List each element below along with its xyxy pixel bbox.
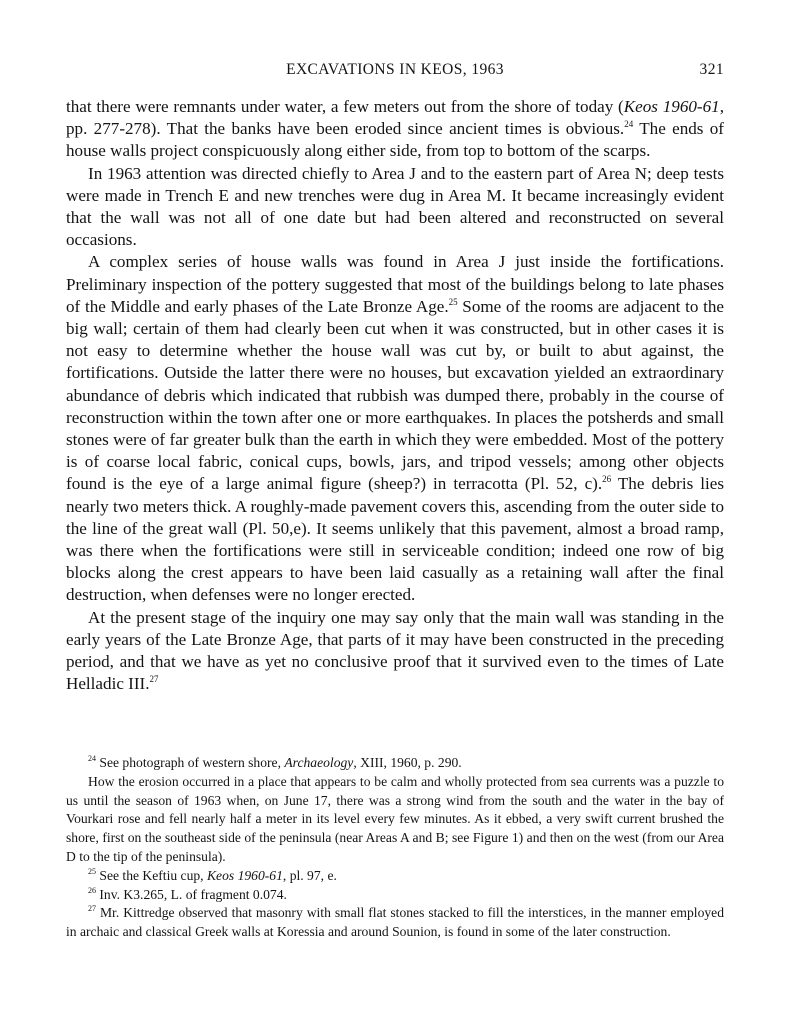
running-header <box>66 61 724 81</box>
footnote-ref-26[interactable]: 26 <box>602 474 612 485</box>
footnote-25: $^{25}$ See the Keftiu cup, Keos 1960-61, pl. 97, e. <box>88 866 337 883</box>
paragraph-4: At the present stage of the inquiry one may say only that the main wall was standing in the early years of the Late Bronze Age, that parts of it may have been constructed in the preceding period, and that we have as yet no conclusive proof that it survived even to the times of Late Helladic III.$^{27}$ <box>66 607 724 694</box>
footnote-ref-27[interactable]: 27 <box>149 674 159 685</box>
footnote-ref-25[interactable]: 25 <box>448 296 458 307</box>
footnote-ref-24[interactable]: 24 <box>624 119 634 130</box>
page-number: 321 <box>699 61 724 78</box>
paragraph-1: that there were remnants under water, a few meters out from the shore of today (Keos 1960-61, pp. 277-278). That the banks have been eroded since ancient times is obvious.$^{24}$ The ends of house walls project conspicuously along either side, from top to bottom of the scarps. <box>66 97 724 161</box>
paragraph-3: A complex series of house walls was found in Area J just inside the fortifications. Preliminary inspection of the pottery suggested that most of the buildings belong to late phases of the Middle and early phases of the Late Bronze Age.$^{25}$ Some of the rooms are adjacent to the big wall; certain of them had clearly been cut when it was constructed, but in other cases it is not easy to determine whether the house wall was cut by, or built to abut against, the fortifications. Outside the latter there were no houses, but excavation yielded an extraordinary abundance of debris which indicated that rubbish was dumped there, probably in the course of reconstruction within the town after one or more earthquakes. In places the potsherds and small stones were of far greater bulk than the earth in which they were embedded. Most of the pottery is of coarse local fabric, conical cups, bowls, jars, and tripod vessels; among other objects found is the eye of a large animal figure (sheep?) in terracotta (Pl. 52, c).$^{26}$ The debris lies nearly two meters thick. A roughly-made pavement covers this, ascending from the outer side to the line of the great wall (Pl. 50,e). It seems unlikely that this pavement, almost a broad ramp, was there when the fortifications were still in serviceable condition; indeed one row of big blocks along the crest appears to have been laid casually as a retaining wall after the final destruction, when defenses were no longer erected. <box>66 252 725 605</box>
running-title: EXCAVATIONS IN KEOS, 1963 <box>286 61 504 78</box>
footnote-27: $^{27}$ Mr. Kittredge observed that masonry with small flat stones stacked to fill the interstices, in the manner employed in archaic and classical Greek walls at Koressia and around Sounion, is found in some of the later construction. <box>66 904 724 940</box>
footnote-24-continuation: How the erosion occurred in a place that appears to be calm and wholly protected from sea currents was a puzzle to us until the season of 1963 when, on June 17, there was a strong wind from the south and the water in the bay of Vourkari rose and fell nearly half a meter in its level every few minutes. As it ebbed, a very swift current brushed the shore, first on the southeast side of the peninsula (near Areas A and B; see Figure 1) and then on the west (from our Area D to the tip of the peninsula). <box>66 773 724 864</box>
paragraph-2: In 1963 attention was directed chiefly to Area J and to the eastern part of Area N; deep tests were made in Trench E and new trenches were dug in Area M. It became increasingly evident that the wall was not all of one date but had been altered and reconstructed on several occasions. <box>66 163 724 250</box>
footnote-26: $^{26}$ Inv. K3.265, L. of fragment 0.074. <box>88 885 287 902</box>
main-text <box>66 96 724 695</box>
footnotes <box>66 754 724 942</box>
footnote-24: $^{24}$ See photograph of western shore, Archaeology, XIII, 1960, p. 290. <box>88 754 462 770</box>
